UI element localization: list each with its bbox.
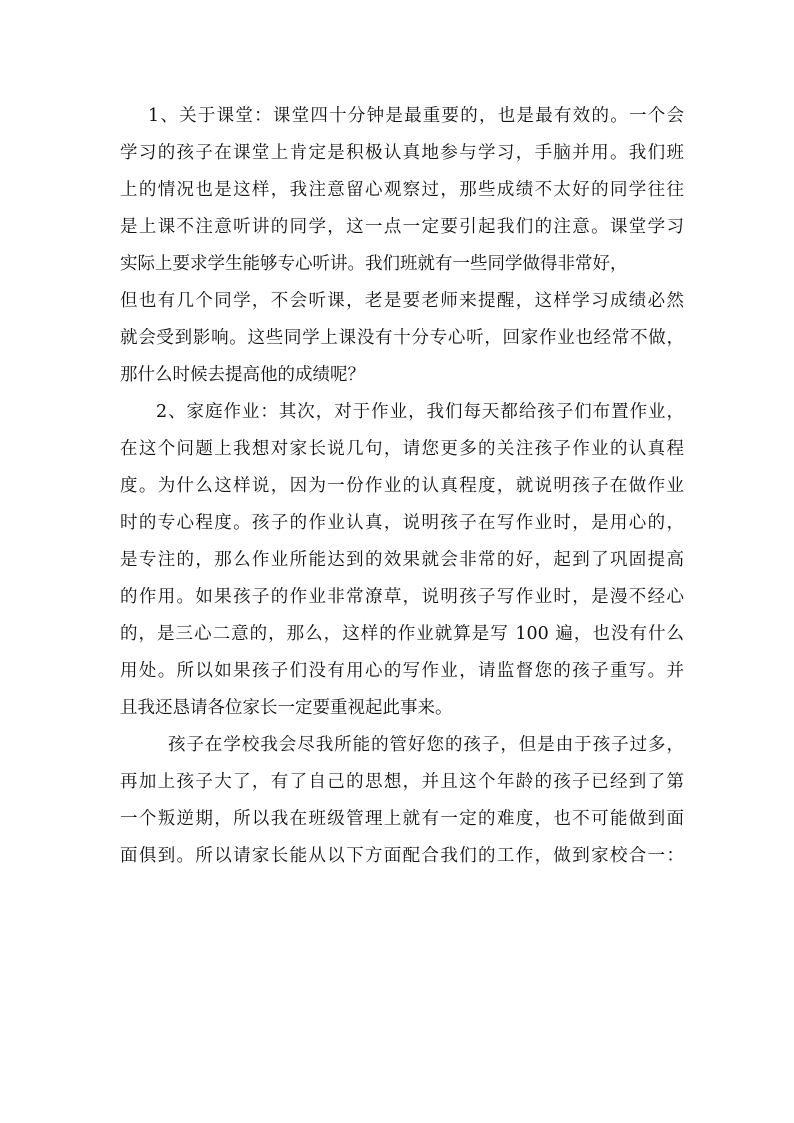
paragraph-line: 的作用。如果孩子的作业非常潦草，说明孩子写作业时，是漫不经心	[120, 587, 684, 607]
paragraph-line: 且我还恳请各位家长一定要重视起此事来。	[120, 698, 453, 718]
paragraph-line: 就会受到影响。这些同学上课没有十分专心听，回家作业也经常不做，	[120, 328, 684, 348]
paragraph-homework	[120, 394, 684, 727]
paragraph-line: 实际上要求学生能够专心听讲。我们班就有一些同学做得非常好，	[120, 254, 628, 274]
paragraph-line: 再加上孩子大了，有了自己的思想，并且这个年龄的孩子已经到了第	[120, 772, 684, 792]
paragraph-line: 学习的孩子在课堂上肯定是积极认真地参与学习，手脑并用。我们班	[120, 143, 684, 163]
paragraph-line: 是上课不注意听讲的同学，这一点一定要引起我们的注意。课堂学习	[120, 217, 684, 237]
paragraph-line: 是专注的，那么作业所能达到的效果就会非常的好，起到了巩固提高	[120, 550, 684, 570]
paragraph-line: 用处。所以如果孩子们没有用心的写作业，请监督您的孩子重写。并	[120, 661, 684, 681]
paragraph-line: 但也有几个同学，不会听课，老是要老师来提醒，这样学习成绩必然	[120, 291, 684, 311]
paragraph-line: 度。为什么这样说，因为一份作业的认真程度，就说明孩子在做作业	[120, 476, 684, 496]
paragraph-line: 上的情况也是这样，我注意留心观察过，那些成绩不太好的同学往往	[120, 180, 684, 200]
paragraph-line: 孩子在学校我会尽我所能的管好您的孩子，但是由于孩子过多，	[168, 735, 684, 755]
paragraph-line: 时的专心程度。孩子的作业认真，说明孩子在写作业时，是用心的，	[120, 513, 684, 533]
paragraph-line: 那什么时候去提高他的成绩呢？	[120, 365, 365, 385]
paragraph-line: 1、关于课堂：课堂四十分钟是最重要的，也是最有效的。一个会	[148, 106, 684, 126]
document-body	[120, 98, 684, 875]
paragraph-classroom	[120, 98, 684, 394]
paragraph-cooperation	[120, 727, 684, 875]
paragraph-line: 一个叛逆期，所以我在班级管理上就有一定的难度，也不可能做到面	[120, 809, 684, 829]
paragraph-line: 的，是三心二意的，那么，这样的作业就算是写 100 遍，也没有什么	[120, 624, 684, 644]
paragraph-line: 面俱到。所以请家长能从以下方面配合我们的工作，做到家校合一：	[120, 846, 684, 866]
paragraph-line: 在这个问题上我想对家长说几句，请您更多的关注孩子作业的认真程	[120, 439, 684, 459]
paragraph-line: 2、家庭作业：其次，对于作业，我们每天都给孩子们布置作业，	[156, 402, 684, 422]
